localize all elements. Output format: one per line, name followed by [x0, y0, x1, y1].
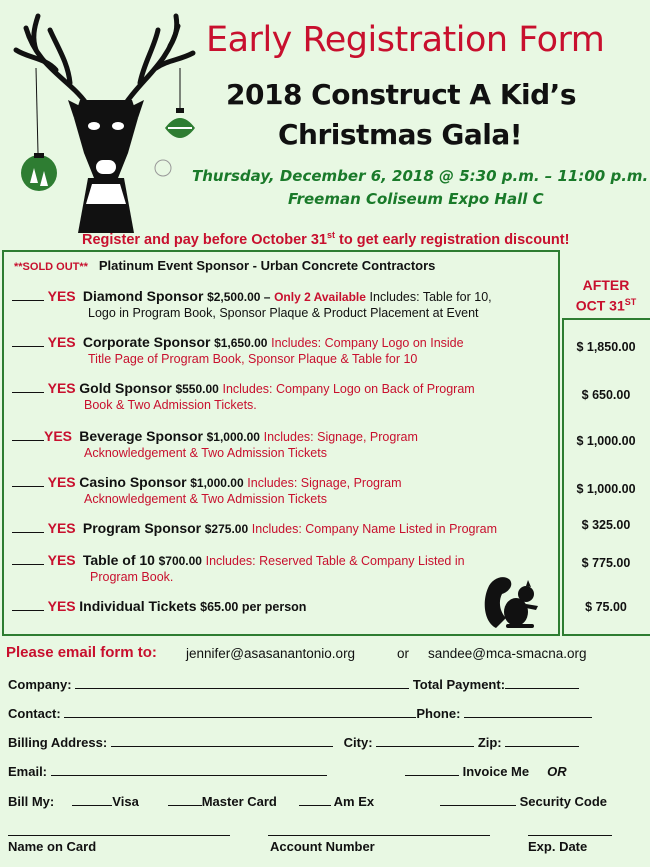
option-checkline[interactable] [12, 553, 44, 565]
city-label: City: [343, 735, 373, 750]
option-diamond-sponsor[interactable]: YES Diamond Sponsor $2,500.00 – Only 2 Available Includes: Table for 10, Logo in Program Book, Sponsor Plaque & Product Placement at Event [12, 288, 492, 321]
option-gold-sponsor[interactable]: YES Gold Sponsor $550.00 Includes: Company Logo on Back of Program Book & Two Admission Tickets. [12, 380, 475, 413]
zip-label: Zip: [477, 735, 502, 750]
after-price-beverage: $ 1,000.00 [576, 434, 636, 448]
invoice-me-label: Invoice Me [462, 764, 530, 779]
event-title-line2: Christmas Gala! [278, 118, 523, 151]
account-number-line[interactable] [268, 835, 490, 836]
security-code-label: Security Code [519, 794, 608, 809]
am-ex-label: Am Ex [333, 794, 375, 809]
after-price-gold: $ 650.00 [581, 388, 631, 402]
option-program-sponsor[interactable]: YES Program Sponsor $275.00 Includes: Company Name Listed in Program [12, 520, 497, 537]
contact-label: Contact: [8, 706, 61, 721]
option-checkline[interactable] [12, 475, 44, 487]
zip-field[interactable] [505, 735, 579, 747]
option-beverage-sponsor[interactable]: YES Beverage Sponsor $1,000.00 Includes: Signage, Program Acknowledgement & Two Admission Tickets [12, 428, 418, 461]
security-code-field[interactable] [440, 794, 516, 806]
email-field[interactable] [51, 764, 327, 776]
master-card-label: Master Card [201, 794, 277, 809]
billing-address-label: Billing Address: [8, 735, 108, 750]
after-price-individual: $ 75.00 [585, 600, 627, 614]
squirrel-icon [482, 572, 544, 630]
option-table-of-10[interactable]: YES Table of 10 $700.00 Includes: Reserved Table & Company Listed in Program Book. [12, 552, 465, 585]
form-title: Early Registration Form [206, 20, 605, 60]
email-address-sandee[interactable]: sandee@mca-smacna.org [428, 646, 587, 661]
visa-field[interactable] [72, 794, 112, 806]
contact-field[interactable] [64, 706, 416, 718]
or-label: OR [547, 764, 567, 779]
after-price-table-of-10: $ 775.00 [581, 556, 631, 570]
billing-address-field[interactable] [111, 735, 333, 747]
email-field-label: Email: [8, 764, 48, 779]
company-label: Company: [8, 677, 72, 692]
invoice-row [405, 764, 567, 779]
name-on-card-line[interactable] [8, 835, 230, 836]
invoice-me-field[interactable] [405, 764, 459, 776]
option-checkline[interactable] [12, 521, 44, 533]
reindeer-illustration [8, 8, 208, 238]
account-number-label: Account Number [270, 839, 375, 854]
option-checkline[interactable] [12, 289, 44, 301]
email-or: or [397, 646, 410, 661]
email-address-jennifer[interactable]: jennifer@asasanantonio.org [186, 646, 356, 661]
option-checkline[interactable] [12, 429, 44, 441]
phone-label: Phone: [416, 706, 461, 721]
after-price-program: $ 325.00 [581, 518, 631, 532]
event-date: Thursday, December 6, 2018 @ 5:30 p.m. – 11:00 p.m. [192, 167, 649, 185]
exp-date-label: Exp. Date [528, 839, 588, 854]
company-field[interactable] [75, 677, 409, 689]
sold-out-platinum: **SOLD OUT** Platinum Event Sponsor - Urban Concrete Contractors [14, 258, 436, 273]
name-on-card-label: Name on Card [8, 839, 97, 854]
option-corporate-sponsor[interactable]: YES Corporate Sponsor $1,650.00 Includes: Company Logo on Inside Title Page of Program Book, Sponsor Plaque & Table for 10 [12, 334, 464, 367]
event-title-line1: 2018 Construct A Kid’s [226, 78, 576, 111]
phone-field[interactable] [464, 706, 592, 718]
contact-row [8, 706, 592, 721]
option-individual-tickets[interactable]: YES Individual Tickets $65.00 per person [12, 598, 306, 615]
email-label: Please email form to: [6, 644, 157, 661]
email-row [8, 764, 327, 779]
after-price-column [562, 318, 650, 636]
bill-my-label: Bill My: [8, 794, 55, 809]
after-price-corporate: $ 1,850.00 [576, 340, 636, 354]
exp-date-line[interactable] [528, 835, 612, 836]
option-checkline[interactable] [12, 335, 44, 347]
company-row [8, 677, 579, 692]
option-checkline[interactable] [12, 599, 44, 611]
total-payment-label: Total Payment: [412, 677, 506, 692]
early-deadline-notice: Register and pay before October 31st to get early registration discount! [82, 230, 570, 248]
option-checkline[interactable] [12, 381, 44, 393]
option-casino-sponsor[interactable]: YES Casino Sponsor $1,000.00 Includes: Signage, Program Acknowledgement & Two Admission Tickets [12, 474, 402, 507]
city-field[interactable] [376, 735, 474, 747]
master-card-field[interactable] [168, 794, 202, 806]
billing-row [8, 735, 579, 750]
after-price-casino: $ 1,000.00 [576, 482, 636, 496]
event-venue: Freeman Coliseum Expo Hall C [288, 190, 544, 208]
total-payment-field[interactable] [505, 677, 579, 689]
am-ex-field[interactable] [299, 794, 331, 806]
visa-label: Visa [112, 794, 139, 809]
bill-my-row [8, 794, 374, 809]
security-code-row [440, 794, 607, 809]
after-oct-31-header: AFTER OCT 31ST [575, 277, 637, 314]
